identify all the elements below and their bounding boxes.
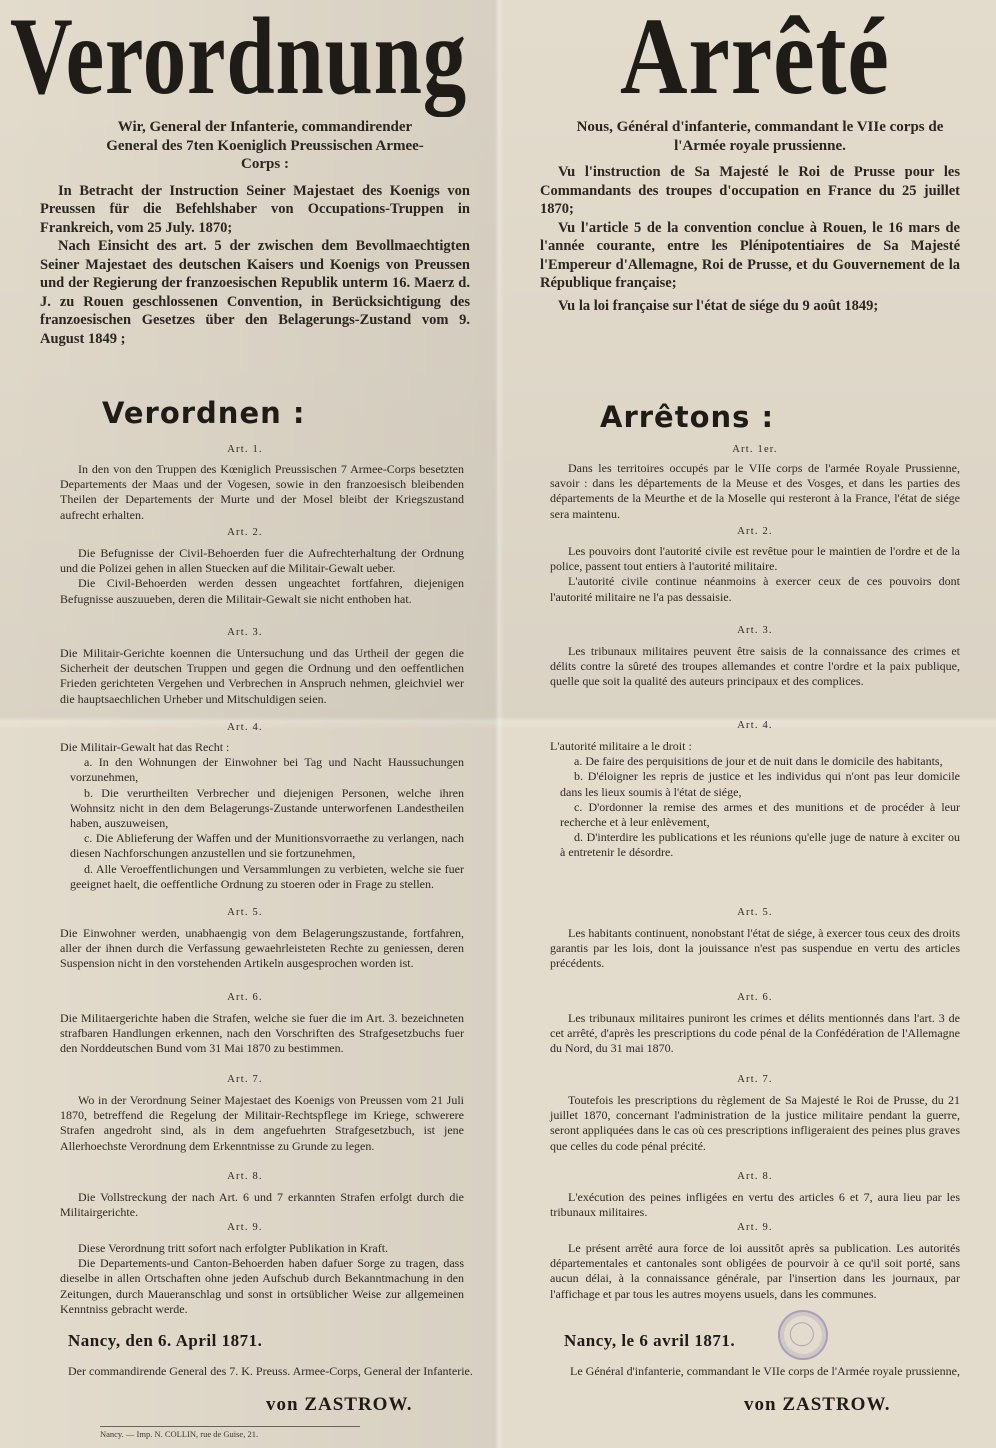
german-art8-label: Art. 8. <box>227 1171 263 1182</box>
paragraph: Die Departements-und Canton-Behoerden haben dafuer Sorge zu tragen, dass dieselbe in allen Ortschaften ohne jeden Aufschub durch Bekanntmachung in den Zeitungen, durch Maueranschlag und sonst in ortsüblicher Weise zur allgemeinen Kenntniss gebracht werde. <box>60 1256 464 1316</box>
french-art5-text <box>550 926 960 972</box>
paragraph: Les tribunaux militaires peuvent être saisis de la connaissance des crimes et délits contre la sûreté des troupes allemandes et contre l'ordre et la paix publique, quelle que soit la qualité des auteurs principaux et des complices. <box>550 644 960 689</box>
paragraph: Dans les territoires occupés par le VIIe corps de l'armée Royale Prussienne, savoir : dans les départements de la Meuse et des Vosges, et dans les parties des départements de la Meurthe et de la Moselle qui resteront à la France, l'état de siége sera maintenu. <box>550 461 960 521</box>
german-column <box>10 0 480 1448</box>
french-column <box>520 0 990 1448</box>
german-art4-label: Art. 4. <box>227 722 263 733</box>
list-item: c. Die Ablieferung der Waffen und der Munitionsvorraethe zu verlangen, nach diesen Nachforschungen anzustellen und sie fortzunehmen, <box>70 831 464 861</box>
german-section-heading: Verordnen : <box>102 396 306 430</box>
french-art2-label: Art. 2. <box>737 526 773 537</box>
paragraph: L'autorité civile continue néanmoins à exercer ceux de ces pouvoirs dont l'autorité militaire ne l'a pas dessaisie. <box>550 574 960 604</box>
paragraph: Die Militaergerichte haben die Strafen, welche sie fuer die im Art. 3. bezeichneten strafbaren Handlungen erkennen, nach den Vorschriften des Strafgesetzbuchs fuer den Norddeutschen Bund vom 31 Mai 1870 zu bestimmen. <box>60 1011 464 1056</box>
french-art7-label: Art. 7. <box>737 1074 773 1085</box>
paragraph: Wo in der Verordnung Seiner Majestaet des Koenigs von Preussen vom 21 Juli 1870, betreffend die Regelung der Militair-Rechtspflege im Kriege, schwerere Strafen angedroht sind, als in dem angefuehrten Strafgesetzbuch, ist jene Allerhoechste Verordnung dem Erkenntnisse zu Grunde zu legen. <box>60 1093 464 1153</box>
list-item: b. Die verurtheilten Verbrecher und diejenigen Personen, welche ihren Wohnsitz nicht in den dem Belagerungs-Zustande unterworfenen Landestheilen haben, auszuweisen, <box>70 785 464 831</box>
french-signer-role: Le Général d'infanterie, commandant le VIIe corps de l'Armée royale prussienne, <box>570 1364 960 1378</box>
german-intro-lead: Wir, General der Infanterie, commandirender General des 7ten Koeniglich Preussischen Armee-Corps : <box>106 119 424 172</box>
german-art2-text <box>60 546 464 607</box>
paragraph: Les tribunaux militaires puniront les crimes et délits mentionnés dans l'art. 3 de cet arrêté, d'après les prescriptions du code pénal de la Confédération de l'Allemagne du Nord, du 31 mai 1870. <box>550 1011 960 1056</box>
paragraph: Die Einwohner werden, unabhaengig von dem Belagerungszustande, fortfahren, aller der ihnen durch die Verfassung gewaehrleisteten Rechte zu geniessen, deren Suspension nicht in den vorstehenden Artikeln ausgesprochen worden ist. <box>60 926 464 971</box>
french-art9-text <box>550 1241 960 1302</box>
french-art8-text <box>550 1190 960 1220</box>
french-art4-text <box>550 739 960 861</box>
french-intro-lead: Nous, Général d'infanterie, commandant le VIIe corps de l'Armée royale prussienne. <box>576 119 944 154</box>
german-art7-text <box>60 1093 464 1154</box>
french-place-date: Nancy, le 6 avril 1871. <box>564 1331 736 1350</box>
stamp-inner-ring <box>788 1320 816 1348</box>
french-title: Arrêté <box>620 0 890 117</box>
list-item: c. D'ordonner la remise des armes et des munitions et de procéder à leur recherche et à leur enlèvement, <box>560 799 960 830</box>
french-art9-label: Art. 9. <box>737 1222 773 1233</box>
german-art1-label: Art. 1. <box>227 444 263 455</box>
german-signature: von ZASTROW. <box>266 1394 413 1415</box>
paragraph: Die Militair-Gewalt hat das Recht : <box>60 740 230 754</box>
french-section-heading: Arrêtons : <box>600 400 775 434</box>
printer-line: Nancy. — Imp. N. COLLIN, rue de Guise, 21. <box>100 1426 360 1439</box>
french-art5-label: Art. 5. <box>737 907 773 918</box>
french-intro-instruction: Vu l'instruction de Sa Majesté le Roi de Prusse pour les Commandants des troupes d'occupation en France du 25 juillet 1870; <box>540 164 960 217</box>
list-item: a. De faire des perquisitions de jour et de nuit dans le domicile des habitants, <box>574 754 943 769</box>
german-art6-text <box>60 1011 464 1057</box>
paragraph: Die Befugnisse der Civil-Behoerden fuer die Aufrechterhaltung der Ordnung und die Polizei gehen in allen Stuecken auf die Militair-Gewalt ueber. <box>60 546 464 576</box>
list-item: a. In den Wohnungen der Einwohner bei Tag und Nacht Haussuchungen vorzunehmen, <box>70 755 464 785</box>
german-intro <box>40 118 470 348</box>
list-item: d. Alle Veroeffentlichungen und Versammlungen zu verbieten, welche sie fuer geeignet haelt, die oeffentliche Ordnung zu stoeren oder in Frage zu stellen. <box>70 861 464 891</box>
french-art6-text <box>550 1011 960 1057</box>
french-art2-text <box>550 544 960 605</box>
french-art4-label: Art. 4. <box>737 720 773 731</box>
paragraph: Diese Verordnung tritt sofort nach erfolgter Publikation in Kraft. <box>78 1241 389 1255</box>
french-art3-text <box>550 644 960 690</box>
paragraph: Die Militair-Gerichte koennen die Untersuchung und das Urtheil der gegen die Sicherheit der deutschen Truppen und gegen die Ordnung und den oeffentlichen Frieden gerichteten Vergehen und Verbrechen in Anspruch nehmen, gleichviel wer die hauptsaechlichen Urheber und Mitschuldigen seien. <box>60 646 464 706</box>
paragraph: L'exécution des peines infligées en vertu des articles 6 et 7, aura lieu par les tribunaux militaires. <box>550 1190 960 1220</box>
paragraph: Die Vollstreckung der nach Art. 6 und 7 erkannten Strafen erfolgt durch die Militairgerichte. <box>60 1190 464 1220</box>
german-art5-text <box>60 926 464 972</box>
german-title: Verordnung <box>10 0 468 117</box>
german-place-date: Nancy, den 6. April 1871. <box>68 1331 263 1350</box>
german-art3-text <box>60 646 464 707</box>
french-art7-text <box>550 1093 960 1154</box>
german-art3-label: Art. 3. <box>227 627 263 638</box>
french-art3-label: Art. 3. <box>737 625 773 636</box>
german-art4-text <box>60 740 464 892</box>
german-art8-text <box>60 1190 464 1220</box>
french-intro <box>540 118 960 315</box>
german-art9-label: Art. 9. <box>227 1222 263 1233</box>
german-art7-label: Art. 7. <box>227 1074 263 1085</box>
german-intro-instruction: In Betracht der Instruction Seiner Majestaet des Koenigs von Preussen für die Befehlshaber von Occupations-Truppen in Frankreich, vom 25 July. 1870; <box>40 182 470 236</box>
paragraph: Die Civil-Behoerden werden dessen ungeachtet fortfahren, diejenigen Befugnisse auszuueben, deren die Militair-Gewalt sie nicht enthoben hat. <box>60 576 464 606</box>
list-item: d. D'interdire les publications et les réunions qu'elle juge de nature à exciter ou à entretenir le désordre. <box>560 830 960 860</box>
german-art2-label: Art. 2. <box>227 527 263 538</box>
french-art6-label: Art. 6. <box>737 992 773 1003</box>
german-signer-role: Der commandirende General des 7. K. Preuss. Armee-Corps, General der Infanterie. <box>68 1364 473 1378</box>
paragraph: L'autorité militaire a le droit : <box>550 739 692 753</box>
german-art5-label: Art. 5. <box>227 907 263 918</box>
paragraph: In den von den Truppen des Kœniglich Preussischen 7 Armee-Corps besetzten Departements der Maas und der Vogesen, sowie in den franzoesisch bleibenden Theilen der Departements der Murte und der Mosel bleibt der Kriegszustand aufrecht erhalten. <box>60 462 464 522</box>
paragraph: Toutefois les prescriptions du règlement de Sa Majesté le Roi de Prusse, du 21 juillet 1870, concernant l'administration de la justice militaire pendant la guerre, seront appliquées dans le cas où ces prescriptions infligeraient des peines plus graves que celles du code pénal précité. <box>550 1093 960 1153</box>
paragraph: Le présent arrêté aura force de loi aussitôt après sa publication. Les autorités départementales et cantonales sont obligées de pourvoir à ce qu'il soit porté, sans aucun délai, à la connaissance générale, par l'insertion dans les journaux, par l'affichage et par tous les autres moyens usuels, dans les communes. <box>550 1241 960 1301</box>
paragraph: Les pouvoirs dont l'autorité civile est revêtue pour le maintien de l'ordre et de la police, passent tout entiers à l'autorité militaire. <box>550 544 960 574</box>
german-intro-convention: Nach Einsicht des art. 5 der zwischen dem Bevollmaechtigten Seiner Majestaet des deutschen Kaisers und Koenigs von Preussen und der Regierung der franzoesischen Republik unterm 16. Maerz d. J. zu Rouen geschlossenen Convention, in Berücksichtigung des franzoesischen Gesetzes über den Belagerungs-Zustand vom 9. August 1849 ; <box>40 238 470 347</box>
german-art1-text <box>60 462 464 523</box>
french-signature: von ZASTROW. <box>744 1394 891 1415</box>
german-art9-text <box>60 1241 464 1317</box>
french-intro-convention: Vu l'article 5 de la convention conclue à Rouen, le 16 mars de l'année courante, entre les Plénipotentiaires de Sa Majesté l'Empereur d'Allemagne, Roi de Prusse, et du Gouvernement de la République française; <box>540 219 960 291</box>
french-art1-text <box>550 461 960 522</box>
german-art6-label: Art. 6. <box>227 992 263 1003</box>
paragraph: Les habitants continuent, nonobstant l'état de siége, à exercer tous ceux des droits garantis par les lois, dont la jouissance n'est pas suspendue en vertu des articles précédents. <box>550 926 960 971</box>
french-art8-label: Art. 8. <box>737 1171 773 1182</box>
french-art1-label: Art. 1er. <box>732 444 778 455</box>
french-intro-law: Vu la loi française sur l'état de siége du 9 août 1849; <box>558 297 879 314</box>
list-item: b. D'éloigner les repris de justice et les individus qui n'ont pas leur domicile dans les lieux soumis à l'état de siége, <box>560 769 960 799</box>
